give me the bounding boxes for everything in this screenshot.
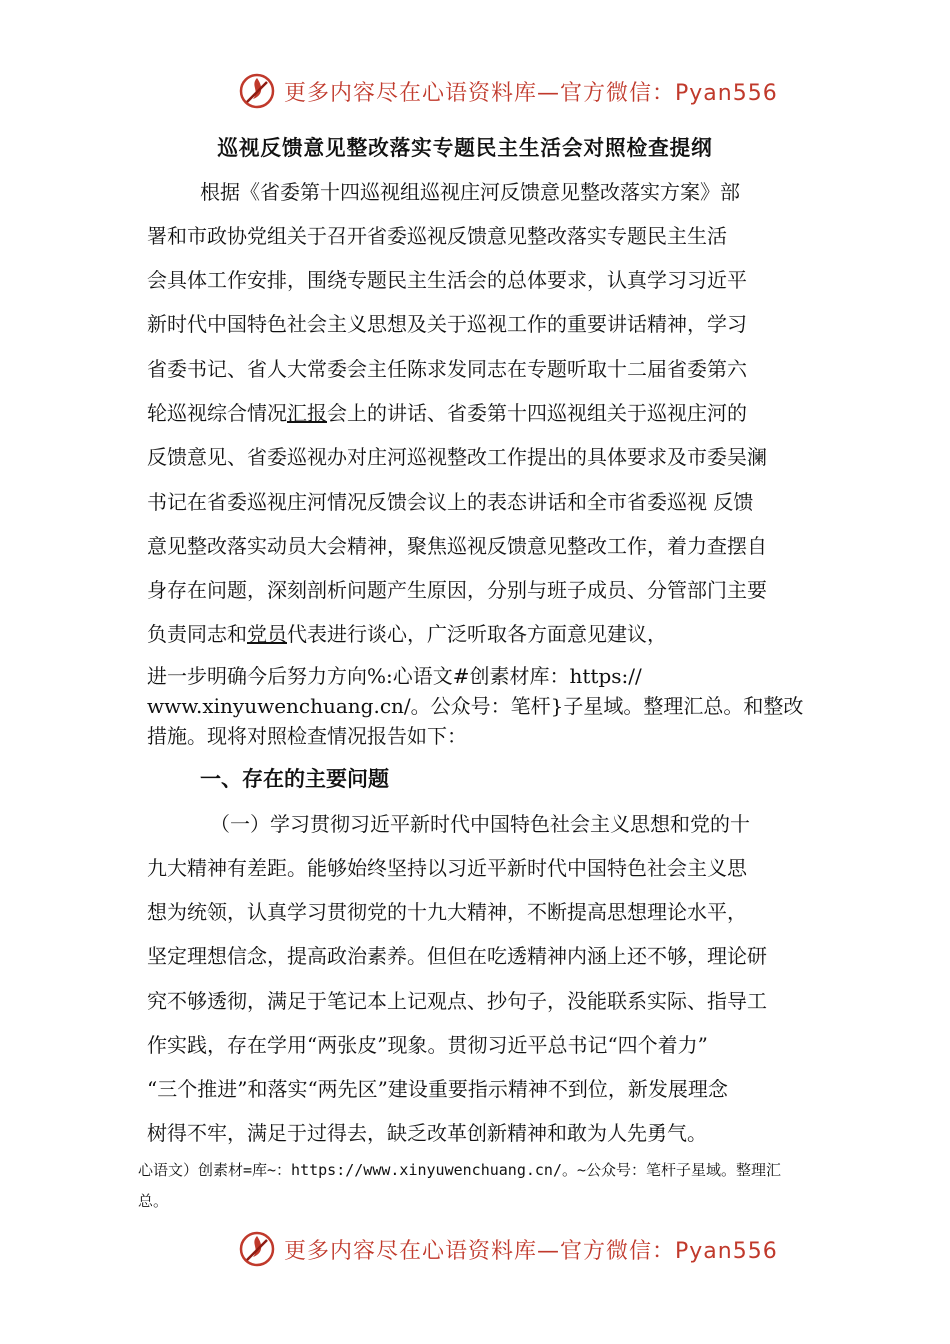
subsection-line: 想为统领，认真学习贯彻党的十九大精神，不断提高思想理论水平， bbox=[147, 900, 747, 924]
intro-line: 措施。现将对照检查情况报告如下： bbox=[147, 724, 467, 748]
subsection-line: 作实践，存在学用“两张皮”现象。贯彻习近平总书记“四个着力” bbox=[147, 1033, 708, 1057]
intro-line: 书记在省委巡视庄河情况反馈会议上的表态讲话和全市省委巡视 反馈 bbox=[147, 490, 754, 514]
section-heading: 一、存在的主要问题 bbox=[200, 767, 389, 791]
intro-line: 省委书记、省人大常委会主任陈求发同志在专题听取十二届省委第六 bbox=[147, 357, 747, 381]
intro-line: 署和市政协党组关于召开省委巡视反馈意见整改落实专题民主生活 bbox=[147, 224, 727, 248]
intro-line: 根据《省委第十四巡视组巡视庄河反馈意见整改落实方案》部 bbox=[200, 180, 740, 204]
intro-line: 身存在问题，深刻剖析问题产生原因，分别与班子成员、分管部门主要 bbox=[147, 578, 767, 602]
intro-line: 反馈意见、省委巡视办对庄河巡视整改工作提出的具体要求及市委吴澜 bbox=[147, 445, 767, 469]
subsection-line: 究不够透彻，满足于笔记本上记观点、抄句子，没能联系实际、指导工 bbox=[147, 989, 767, 1013]
intro-text: 代表进行谈心，广泛听取各方面意见建议， bbox=[287, 622, 667, 646]
intro-line bbox=[147, 618, 667, 647]
subsection-line: 九大精神有差距。能够始终坚持以习近平新时代中国特色社会主义思 bbox=[147, 856, 747, 880]
underlined-term-report: 汇报 bbox=[287, 401, 327, 425]
intro-text: 会上的讲话、省委第十四巡视组关于巡视庄河的 bbox=[327, 401, 747, 425]
subsection-line: 树得不牢，满足于过得去，缺乏改革创新精神和敢为人先勇气。 bbox=[147, 1121, 707, 1145]
subsection-line: （一）学习贯彻习近平新时代中国特色社会主义思想和党的十 bbox=[210, 812, 750, 836]
flame-circle-icon bbox=[238, 72, 276, 110]
subsection-line: 坚定理想信念，提高政治素养。但但在吃透精神内涵上还不够，理论研 bbox=[147, 944, 767, 968]
intro-line: 新时代中国特色社会主义思想及关于巡视工作的重要讲话精神，学习 bbox=[147, 312, 747, 336]
intro-line: 会具体工作安排，围绕专题民主生活会的总体要求，认真学习习近平 bbox=[147, 268, 747, 292]
watermark-banner-top bbox=[0, 70, 950, 114]
intro-line: 进一步明确今后努力方向%:心语文#创素材库：https:// bbox=[147, 664, 642, 688]
watermark-text: 更多内容尽在心语资料库—官方微信：Pyan556 bbox=[284, 81, 778, 106]
subsection-line: “三个推进”和落实“两先区”建设重要指示精神不到位，新发展理念 bbox=[147, 1077, 728, 1101]
watermark-text: 更多内容尽在心语资料库—官方微信：Pyan556 bbox=[284, 1239, 778, 1264]
underlined-term-party-member: 党员 bbox=[247, 622, 287, 646]
flame-circle-icon bbox=[238, 1230, 276, 1268]
footnote-line: 心语文）创素材=库~：https://www.xinyuwenchuang.cn/。~公众号：笔杆子星域。整理汇 bbox=[138, 1161, 782, 1179]
footnote-line: 总。 bbox=[138, 1192, 169, 1210]
intro-text: 负责同志和 bbox=[147, 622, 247, 646]
intro-line bbox=[147, 397, 747, 426]
document-title: 巡视反馈意见整改落实专题民主生活会对照检查提纲 bbox=[217, 136, 713, 160]
watermark-banner-bottom bbox=[0, 1228, 950, 1272]
intro-line: www.xinyuwenchuang.cn/。公众号：笔杆}子星域。整理汇总。和整改 bbox=[147, 694, 804, 718]
intro-line: 意见整改落实动员大会精神，聚焦巡视反馈意见整改工作，着力查摆自 bbox=[147, 534, 767, 558]
intro-text: 轮巡视综合情况 bbox=[147, 401, 287, 425]
